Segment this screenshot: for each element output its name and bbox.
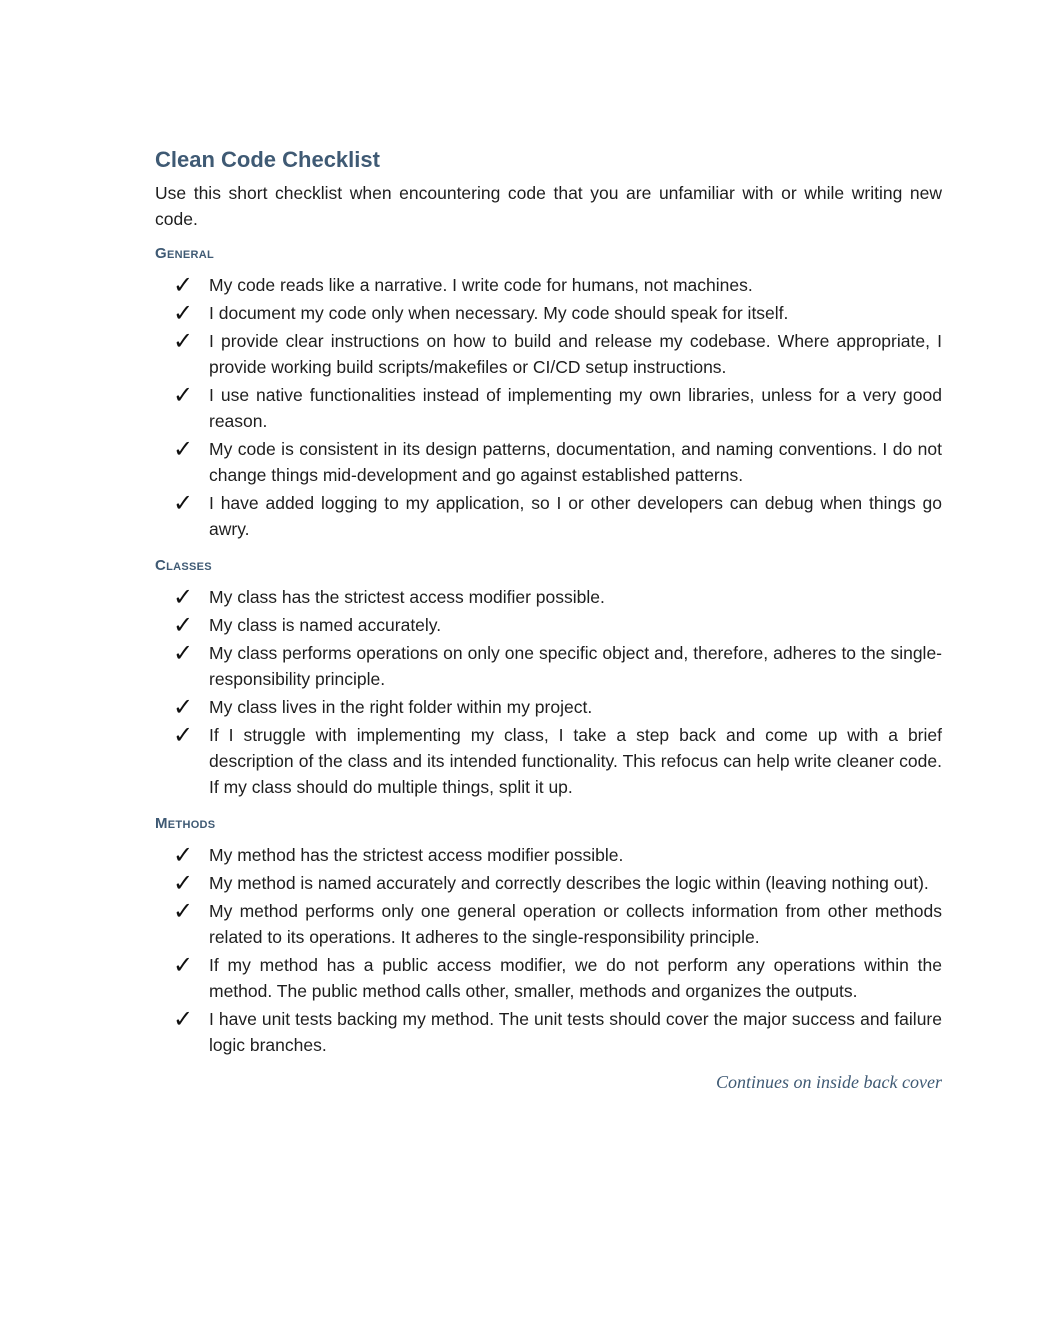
continues-note: Continues on inside back cover <box>716 1072 942 1092</box>
checklist-item-text: I have added logging to my application, so I or other developers can debug when things go awry. <box>209 493 942 539</box>
intro-paragraph: Use this short checklist when encountering code that you are unfamiliar with or while writing new code. <box>155 183 942 229</box>
checkmark-icon: ✓ <box>173 299 194 327</box>
section-heading-general: General <box>155 245 214 262</box>
checklist-item-text: My method performs only one general operation or collects information from other methods related to its operations. It adheres to the single-responsibility principle. <box>209 901 942 947</box>
checklist-page <box>155 146 942 1093</box>
checklist-classes <box>155 584 942 800</box>
checklist-item-text: I document my code only when necessary. My code should speak for itself. <box>209 303 789 323</box>
checkmark-icon: ✓ <box>173 583 194 611</box>
checklist-item-text: My class lives in the right folder within my project. <box>209 697 593 717</box>
checklist-item <box>155 842 942 868</box>
checkmark-icon: ✓ <box>173 489 194 517</box>
checklist-item <box>155 952 942 1004</box>
checkmark-icon: ✓ <box>173 611 194 639</box>
checklist-item-text: My method is named accurately and correctly describes the logic within (leaving nothing out). <box>209 873 929 893</box>
checklist-item-text: I have unit tests backing my method. The unit tests should cover the major success and failure logic branches. <box>209 1009 942 1055</box>
checkmark-icon: ✓ <box>173 721 194 749</box>
checklist-item <box>155 640 942 692</box>
checkmark-icon: ✓ <box>173 435 194 463</box>
checklist-item <box>155 898 942 950</box>
checklist-item-text: My class performs operations on only one specific object and, therefore, adheres to the single-responsibility principle. <box>209 643 942 689</box>
checklist-item-text: If my method has a public access modifier, we do not perform any operations within the method. The public method calls other, smaller, methods and organizes the outputs. <box>209 955 942 1001</box>
checklist-item-text: My class has the strictest access modifier possible. <box>209 587 605 607</box>
checkmark-icon: ✓ <box>173 693 194 721</box>
checklist-item <box>155 694 942 720</box>
checklist-item <box>155 612 942 638</box>
page-title: Clean Code Checklist <box>155 147 380 172</box>
checklist-item <box>155 584 942 610</box>
checklist-item <box>155 382 942 434</box>
checkmark-icon: ✓ <box>173 639 194 667</box>
checklist-item <box>155 870 942 896</box>
checkmark-icon: ✓ <box>173 271 194 299</box>
checklist-item <box>155 1006 942 1058</box>
checklist-sections <box>155 242 942 1058</box>
section-heading-classes: Classes <box>155 557 212 574</box>
checkmark-icon: ✓ <box>173 897 194 925</box>
checklist-item <box>155 272 942 298</box>
checklist-item <box>155 722 942 800</box>
checklist-item <box>155 436 942 488</box>
checklist-item <box>155 490 942 542</box>
checklist-item-text: My code reads like a narrative. I write code for humans, not machines. <box>209 275 753 295</box>
checkmark-icon: ✓ <box>173 381 194 409</box>
checklist-item-text: If I struggle with implementing my class, I take a step back and come up with a brief description of the class and its intended functionality. This refocus can help write cleaner code. If my class should do multiple things, split it up. <box>209 725 942 797</box>
checkmark-icon: ✓ <box>173 869 194 897</box>
checklist-item <box>155 300 942 326</box>
checkmark-icon: ✓ <box>173 1005 194 1033</box>
checkmark-icon: ✓ <box>173 327 194 355</box>
checklist-item-text: My method has the strictest access modifier possible. <box>209 845 624 865</box>
checklist-general <box>155 272 942 542</box>
checkmark-icon: ✓ <box>173 951 194 979</box>
checklist-methods <box>155 842 942 1058</box>
section-heading-methods: Methods <box>155 815 216 832</box>
checklist-item-text: I use native functionalities instead of implementing my own libraries, unless for a very good reason. <box>209 385 942 431</box>
checklist-item-text: My class is named accurately. <box>209 615 442 635</box>
checklist-item-text: My code is consistent in its design patterns, documentation, and naming conventions. I do not change things mid-development and go against established patterns. <box>209 439 942 485</box>
checklist-item <box>155 328 942 380</box>
checklist-item-text: I provide clear instructions on how to build and release my codebase. Where appropriate, I provide working build scripts/makefiles or CI/CD setup instructions. <box>209 331 942 377</box>
checkmark-icon: ✓ <box>173 841 194 869</box>
